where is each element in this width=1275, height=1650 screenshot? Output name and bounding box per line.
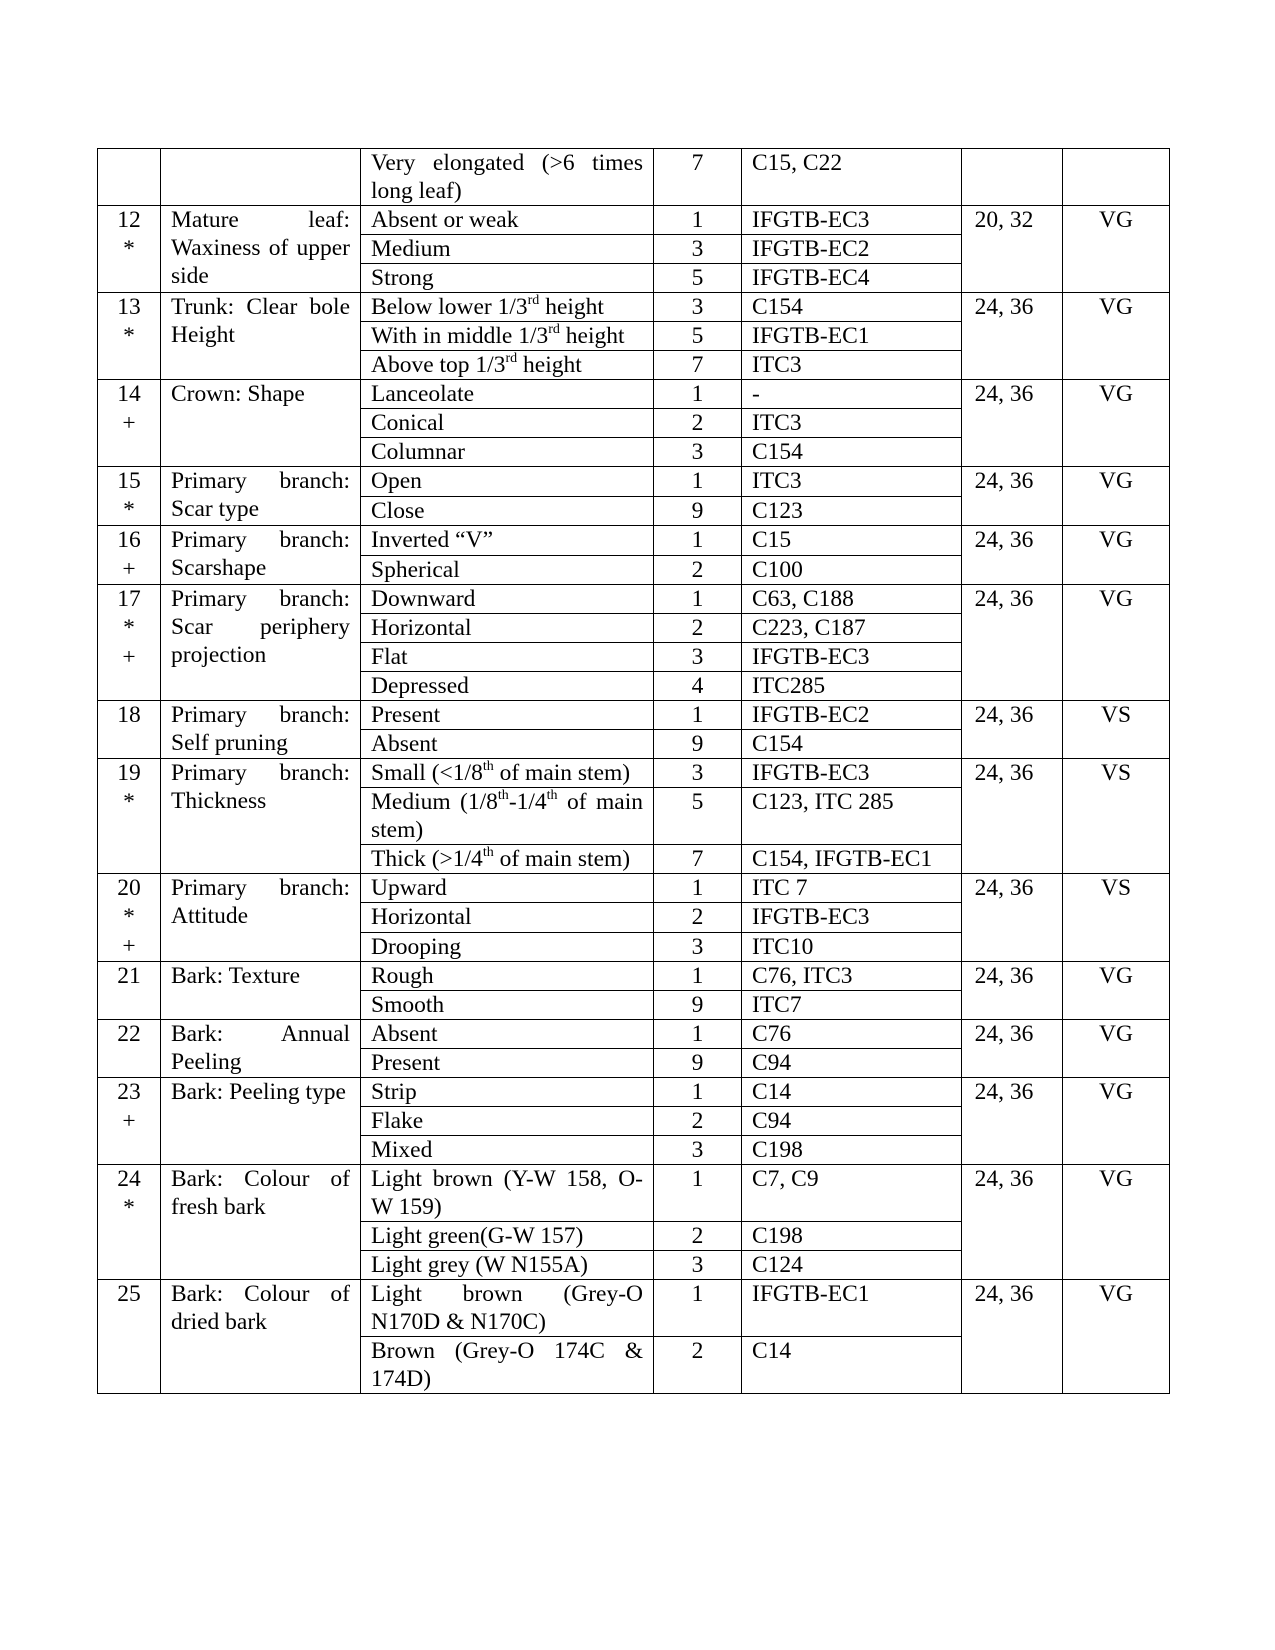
note-value: 2	[654, 1107, 742, 1136]
growth-stage: 24, 36	[962, 701, 1063, 759]
example-varieties: IFGTB-EC3	[742, 206, 962, 235]
characteristic-number	[98, 467, 161, 526]
state-of-expression: Downward	[361, 585, 654, 614]
characteristic-name: Crown: Shape	[161, 380, 361, 467]
state-of-expression: Brown (Grey-O 174C & 174D)	[361, 1337, 654, 1394]
ordinal-superscript: rd	[548, 322, 560, 337]
growth-stage: 24, 36	[962, 380, 1063, 467]
observation-method: VG	[1063, 293, 1170, 380]
state-of-expression: Flake	[361, 1107, 654, 1136]
state-of-expression: Drooping	[361, 932, 654, 961]
note-value: 2	[654, 903, 742, 932]
growth-stage: 24, 36	[962, 759, 1063, 874]
characteristic-name: Primary branch: Scarshape	[161, 526, 361, 585]
note-value: 2	[654, 555, 742, 585]
characteristic-name: Bark: Peeling type	[161, 1078, 361, 1165]
note-value: 1	[654, 1020, 742, 1049]
example-varieties: IFGTB-EC1	[742, 1280, 962, 1337]
example-varieties: C198	[742, 1222, 962, 1251]
example-varieties: C76	[742, 1020, 962, 1049]
characteristic-number	[98, 1280, 161, 1394]
characteristic-marker: *	[123, 497, 135, 523]
characteristic-marker: *	[123, 615, 135, 641]
note-value: 3	[654, 438, 742, 467]
state-of-expression: Thick (>1/4th of main stem)	[361, 845, 654, 874]
table-row	[98, 293, 1170, 322]
example-varieties: C94	[742, 1049, 962, 1078]
note-value: 7	[654, 351, 742, 380]
ordinal-superscript: th	[482, 845, 494, 860]
observation-method: VG	[1063, 380, 1170, 467]
note-value: 1	[654, 1280, 742, 1337]
table-row	[98, 149, 1170, 206]
characteristic-marker: +	[122, 1108, 136, 1134]
example-varieties: C124	[742, 1251, 962, 1280]
characteristic-name: Bark: Colour of dried bark	[161, 1280, 361, 1394]
note-value: 5	[654, 264, 742, 293]
growth-stage: 24, 36	[962, 874, 1063, 962]
table-row	[98, 701, 1170, 730]
state-of-expression: Smooth	[361, 991, 654, 1020]
dus-characteristics-table	[97, 148, 1170, 1394]
table-row	[98, 874, 1170, 903]
characteristic-number-value: 13	[117, 294, 141, 320]
characteristic-name: Mature leaf: Waxiness of upper side	[161, 206, 361, 293]
characteristic-number-value: 17	[117, 586, 141, 612]
example-varieties: C14	[742, 1337, 962, 1394]
characteristic-number	[98, 585, 161, 701]
note-value: 3	[654, 1136, 742, 1165]
state-of-expression: Depressed	[361, 672, 654, 701]
note-value: 1	[654, 962, 742, 991]
state-of-expression: Horizontal	[361, 614, 654, 643]
growth-stage: 24, 36	[962, 1020, 1063, 1078]
example-varieties: C76, ITC3	[742, 962, 962, 991]
example-varieties: C14	[742, 1078, 962, 1107]
note-value: 1	[654, 526, 742, 556]
table-row	[98, 1280, 1170, 1337]
example-varieties: C15, C22	[742, 149, 962, 206]
characteristic-name: Primary branch: Self pruning	[161, 701, 361, 759]
characteristic-number	[98, 380, 161, 467]
state-of-expression: Mixed	[361, 1136, 654, 1165]
characteristic-number-value: 21	[117, 963, 141, 989]
characteristic-name: Bark: Annual Peeling	[161, 1020, 361, 1078]
example-varieties: C123	[742, 496, 962, 526]
example-varieties: C94	[742, 1107, 962, 1136]
state-of-expression: Horizontal	[361, 903, 654, 932]
growth-stage: 24, 36	[962, 962, 1063, 1020]
characteristic-number-value: 24	[117, 1166, 141, 1192]
characteristic-number-value: 19	[117, 760, 141, 786]
growth-stage	[962, 149, 1063, 206]
table-row	[98, 759, 1170, 788]
note-value: 9	[654, 730, 742, 759]
characteristic-marker: *	[123, 1195, 135, 1221]
characteristic-number-value: 23	[117, 1079, 141, 1105]
example-varieties: C123, ITC 285	[742, 788, 962, 845]
ordinal-superscript: th	[546, 788, 558, 803]
state-of-expression: Small (<1/8th of main stem)	[361, 759, 654, 788]
state-of-expression: Very elongated (>6 times long leaf)	[361, 149, 654, 206]
example-varieties: ITC285	[742, 672, 962, 701]
observation-method: VG	[1063, 526, 1170, 585]
state-of-expression: Strip	[361, 1078, 654, 1107]
example-varieties: ITC7	[742, 991, 962, 1020]
example-varieties: C154	[742, 730, 962, 759]
ordinal-superscript: rd	[505, 351, 518, 366]
example-varieties: C154, IFGTB-EC1	[742, 845, 962, 874]
state-of-expression: Absent	[361, 1020, 654, 1049]
example-varieties: IFGTB-EC3	[742, 759, 962, 788]
state-of-expression: Spherical	[361, 555, 654, 585]
note-value: 4	[654, 672, 742, 701]
characteristic-number	[98, 962, 161, 1020]
note-value: 1	[654, 206, 742, 235]
observation-method: VG	[1063, 206, 1170, 293]
note-value: 3	[654, 235, 742, 264]
state-of-expression: Upward	[361, 874, 654, 903]
state-of-expression: Below lower 1/3rd height	[361, 293, 654, 322]
state-of-expression: With in middle 1/3rd height	[361, 322, 654, 351]
state-of-expression: Rough	[361, 962, 654, 991]
characteristic-number-value: 16	[117, 527, 141, 553]
note-value: 1	[654, 585, 742, 614]
note-value: 1	[654, 380, 742, 409]
observation-method: VG	[1063, 467, 1170, 526]
characteristic-number	[98, 759, 161, 874]
characteristic-name: Bark: Colour of fresh bark	[161, 1165, 361, 1280]
characteristic-number	[98, 1078, 161, 1165]
growth-stage: 24, 36	[962, 526, 1063, 585]
example-varieties: IFGTB-EC1	[742, 322, 962, 351]
growth-stage: 20, 32	[962, 206, 1063, 293]
table-row	[98, 206, 1170, 235]
note-value: 1	[654, 874, 742, 903]
state-of-expression: Light grey (W N155A)	[361, 1251, 654, 1280]
characteristic-number-value: 22	[117, 1021, 141, 1047]
note-value: 5	[654, 788, 742, 845]
characteristic-marker: *	[123, 789, 135, 815]
observation-method: VS	[1063, 701, 1170, 759]
note-value: 1	[654, 1078, 742, 1107]
characteristic-number-value: 14	[117, 381, 141, 407]
growth-stage: 24, 36	[962, 585, 1063, 701]
state-of-expression: Absent	[361, 730, 654, 759]
example-varieties: IFGTB-EC2	[742, 235, 962, 264]
characteristic-marker: *	[123, 904, 135, 930]
state-of-expression: Absent or weak	[361, 206, 654, 235]
state-of-expression: Medium (1/8th-1/4th of main stem)	[361, 788, 654, 845]
note-value: 3	[654, 932, 742, 961]
note-value: 2	[654, 614, 742, 643]
note-value: 3	[654, 293, 742, 322]
ordinal-superscript: th	[497, 788, 509, 803]
note-value: 3	[654, 1251, 742, 1280]
characteristic-name: Primary branch: Attitude	[161, 874, 361, 962]
characteristic-number-value: 12	[117, 207, 141, 233]
example-varieties: ITC3	[742, 409, 962, 438]
characteristic-name: Primary branch: Scar periphery projection	[161, 585, 361, 701]
example-varieties: IFGTB-EC3	[742, 643, 962, 672]
table-row	[98, 1020, 1170, 1049]
characteristic-number	[98, 874, 161, 962]
note-value: 5	[654, 322, 742, 351]
state-of-expression: Inverted “V”	[361, 526, 654, 556]
characteristic-name: Trunk: Clear bole Height	[161, 293, 361, 380]
characteristic-marker: +	[122, 556, 136, 582]
characteristic-marker: *	[123, 323, 135, 349]
characteristic-name	[161, 149, 361, 206]
characteristic-number-value: 18	[117, 702, 141, 728]
note-value: 1	[654, 701, 742, 730]
growth-stage: 24, 36	[962, 293, 1063, 380]
state-of-expression: Flat	[361, 643, 654, 672]
observation-method: VG	[1063, 962, 1170, 1020]
example-varieties: C63, C188	[742, 585, 962, 614]
state-of-expression: Light green(G-W 157)	[361, 1222, 654, 1251]
note-value: 3	[654, 759, 742, 788]
observation-method: VG	[1063, 1165, 1170, 1280]
ordinal-superscript: th	[482, 759, 494, 774]
table-row	[98, 1078, 1170, 1107]
characteristic-marker: *	[123, 236, 135, 262]
state-of-expression: Columnar	[361, 438, 654, 467]
table-row	[98, 526, 1170, 556]
example-varieties: ITC3	[742, 467, 962, 497]
characteristic-marker: +	[122, 644, 136, 670]
state-of-expression: Open	[361, 467, 654, 497]
observation-method: VS	[1063, 874, 1170, 962]
note-value: 2	[654, 1337, 742, 1394]
observation-method: VG	[1063, 1078, 1170, 1165]
state-of-expression: Present	[361, 1049, 654, 1078]
observation-method: VS	[1063, 759, 1170, 874]
characteristic-number	[98, 1020, 161, 1078]
example-varieties: C15	[742, 526, 962, 556]
note-value: 2	[654, 409, 742, 438]
example-varieties: C100	[742, 555, 962, 585]
characteristic-name: Bark: Texture	[161, 962, 361, 1020]
note-value: 7	[654, 149, 742, 206]
example-varieties: -	[742, 380, 962, 409]
example-varieties: ITC10	[742, 932, 962, 961]
example-varieties: C223, C187	[742, 614, 962, 643]
note-value: 1	[654, 467, 742, 497]
example-varieties: IFGTB-EC3	[742, 903, 962, 932]
example-varieties: C7, C9	[742, 1165, 962, 1222]
example-varieties: C154	[742, 293, 962, 322]
example-varieties: C154	[742, 438, 962, 467]
state-of-expression: Close	[361, 496, 654, 526]
growth-stage: 24, 36	[962, 467, 1063, 526]
state-of-expression: Conical	[361, 409, 654, 438]
example-varieties: ITC3	[742, 351, 962, 380]
characteristic-name: Primary branch: Thickness	[161, 759, 361, 874]
characteristic-number-value: 25	[117, 1281, 141, 1307]
table-row	[98, 962, 1170, 991]
observation-method	[1063, 149, 1170, 206]
characteristic-name: Primary branch: Scar type	[161, 467, 361, 526]
table-row	[98, 380, 1170, 409]
table-row	[98, 1165, 1170, 1222]
note-value: 7	[654, 845, 742, 874]
state-of-expression: Strong	[361, 264, 654, 293]
observation-method: VG	[1063, 585, 1170, 701]
state-of-expression: Lanceolate	[361, 380, 654, 409]
example-varieties: ITC 7	[742, 874, 962, 903]
characteristic-number-value: 20	[117, 875, 141, 901]
characteristic-marker: +	[122, 933, 136, 959]
growth-stage: 24, 36	[962, 1165, 1063, 1280]
characteristic-number-value: 15	[117, 468, 141, 494]
characteristic-number	[98, 149, 161, 206]
growth-stage: 24, 36	[962, 1280, 1063, 1394]
note-value: 2	[654, 1222, 742, 1251]
note-value: 9	[654, 1049, 742, 1078]
example-varieties: IFGTB-EC4	[742, 264, 962, 293]
example-varieties: C198	[742, 1136, 962, 1165]
state-of-expression: Medium	[361, 235, 654, 264]
table-row	[98, 585, 1170, 614]
state-of-expression: Present	[361, 701, 654, 730]
note-value: 1	[654, 1165, 742, 1222]
state-of-expression: Above top 1/3rd height	[361, 351, 654, 380]
characteristic-number	[98, 526, 161, 585]
characteristic-number	[98, 701, 161, 759]
state-of-expression: Light brown (Grey-O N170D & N170C)	[361, 1280, 654, 1337]
growth-stage: 24, 36	[962, 1078, 1063, 1165]
example-varieties: IFGTB-EC2	[742, 701, 962, 730]
characteristic-marker: +	[122, 410, 136, 436]
note-value: 3	[654, 643, 742, 672]
observation-method: VG	[1063, 1280, 1170, 1394]
observation-method: VG	[1063, 1020, 1170, 1078]
state-of-expression: Light brown (Y-W 158, O-W 159)	[361, 1165, 654, 1222]
characteristic-number	[98, 1165, 161, 1280]
characteristic-number	[98, 206, 161, 293]
ordinal-superscript: rd	[527, 293, 540, 308]
table-row	[98, 467, 1170, 497]
characteristic-number	[98, 293, 161, 380]
note-value: 9	[654, 496, 742, 526]
note-value: 9	[654, 991, 742, 1020]
